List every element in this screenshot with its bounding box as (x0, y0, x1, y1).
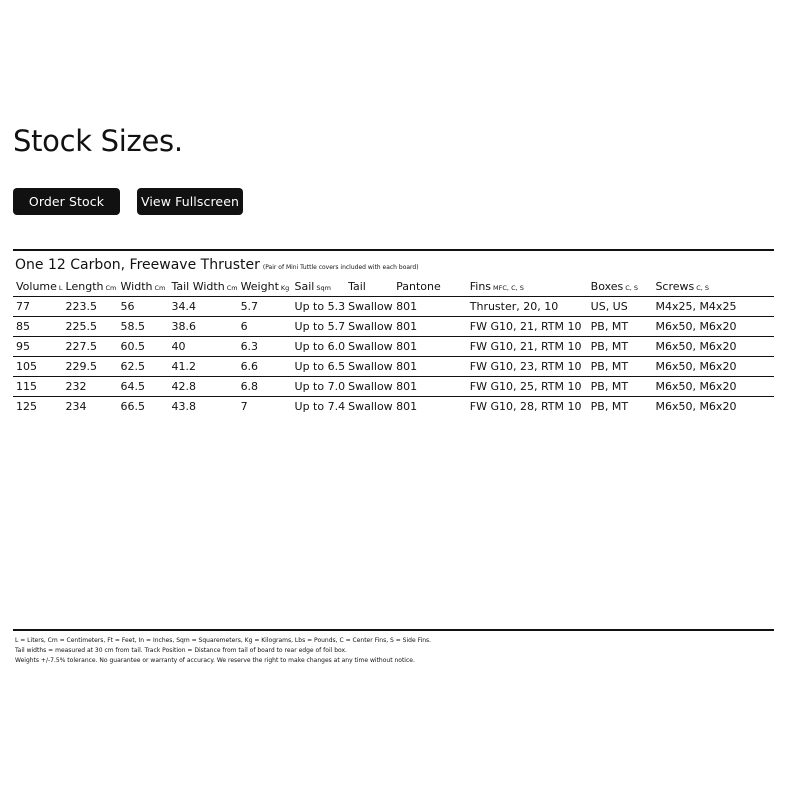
page-title: Stock Sizes. (13, 124, 183, 158)
table-top-rule (13, 249, 774, 251)
cell-width: 60.5 (120, 340, 146, 353)
cell-fins: FW G10, 23, RTM 10 (469, 360, 582, 373)
col-header-screws: Screws C, S (652, 277, 774, 297)
cell-pantone: 801 (396, 360, 418, 373)
table-title-text: One 12 Carbon, Freewave Thruster (15, 257, 260, 273)
cell-screws: M4x25, M4x25 (655, 300, 737, 313)
cell-pantone: 801 (396, 400, 418, 413)
cell-tail-width: 38.6 (171, 320, 196, 333)
cell-boxes: PB, MT (590, 320, 629, 333)
cell-width: 56 (120, 300, 135, 313)
cell-weight: 6.8 (240, 380, 259, 393)
cell-fins: FW G10, 25, RTM 10 (469, 380, 582, 393)
cell-volume: 105 (16, 360, 37, 373)
table-row (13, 297, 774, 317)
table-row (13, 337, 774, 357)
col-header-tail: Tail (345, 277, 393, 297)
cell-screws: M6x50, M6x20 (655, 320, 737, 333)
cell-tail: Swallow (348, 300, 393, 313)
col-header-volume: Volume L (13, 277, 63, 297)
cell-boxes: PB, MT (590, 340, 629, 353)
col-header-fins: Fins MFC, C, S (467, 277, 588, 297)
cell-width: 62.5 (120, 360, 146, 373)
cell-length: 234 (65, 400, 87, 413)
table-row (13, 357, 774, 377)
cell-volume: 77 (16, 300, 30, 313)
cell-width: 58.5 (120, 320, 146, 333)
cell-weight: 6.3 (240, 340, 259, 353)
col-header-sail: Sail Sqm (292, 277, 346, 297)
view-fullscreen-button[interactable]: View Fullscreen (137, 188, 243, 215)
cell-sail: Up to 5.3 (294, 300, 346, 313)
cell-pantone: 801 (396, 300, 418, 313)
cell-weight: 6 (240, 320, 248, 333)
cell-tail-width: 40 (171, 340, 186, 353)
cell-screws: M6x50, M6x20 (655, 360, 737, 373)
col-header-width: Width Cm (118, 277, 169, 297)
col-header-weight: Weight Kg (238, 277, 292, 297)
col-header-tail-width: Tail Width Cm (168, 277, 237, 297)
cell-boxes: PB, MT (590, 400, 629, 413)
cell-sail: Up to 5.7 (294, 320, 346, 333)
cell-screws: M6x50, M6x20 (655, 400, 737, 413)
cell-volume: 95 (16, 340, 30, 353)
cell-sail: Up to 7.4 (294, 400, 346, 413)
cell-tail: Swallow (348, 360, 393, 373)
stock-sizes-table (13, 277, 774, 416)
cell-length: 232 (65, 380, 87, 393)
cell-tail: Swallow (348, 380, 393, 393)
cell-volume: 85 (16, 320, 30, 333)
col-header-pantone: Pantone (393, 277, 467, 297)
cell-tail: Swallow (348, 340, 393, 353)
footnote-disclaimer: Weights +/-7.5% tolerance. No guarantee or warranty of accuracy. We reserve the right to make changes at any time without notice. (15, 657, 415, 664)
cell-boxes: PB, MT (590, 360, 629, 373)
col-header-boxes: Boxes C, S (588, 277, 653, 297)
footnotes (15, 636, 431, 666)
cell-tail-width: 43.8 (171, 400, 196, 413)
cell-length: 229.5 (65, 360, 98, 373)
cell-length: 223.5 (65, 300, 98, 313)
cell-pantone: 801 (396, 340, 418, 353)
footnote-measurements: Tail widths = measured at 30 cm from tail. Track Position = Distance from tail of board to rear edge of foil box. (15, 647, 347, 654)
cell-tail: Swallow (348, 320, 393, 333)
cell-volume: 125 (16, 400, 37, 413)
table-row (13, 377, 774, 397)
cell-tail-width: 42.8 (171, 380, 196, 393)
table-title-note: (Pair of Mini Tuttle covers included with each board) (262, 264, 419, 271)
cell-boxes: US, US (590, 300, 628, 313)
col-header-length: Length Cm (63, 277, 118, 297)
cell-sail: Up to 6.0 (294, 340, 346, 353)
cell-tail-width: 41.2 (171, 360, 196, 373)
cell-fins: FW G10, 28, RTM 10 (469, 400, 582, 413)
table-row (13, 397, 774, 417)
cell-width: 64.5 (120, 380, 146, 393)
cell-volume: 115 (16, 380, 37, 393)
table-title (15, 257, 419, 273)
cell-fins: FW G10, 21, RTM 10 (469, 340, 582, 353)
cell-sail: Up to 6.5 (294, 360, 346, 373)
cell-weight: 5.7 (240, 300, 259, 313)
cell-fins: Thruster, 20, 10 (469, 300, 559, 313)
cell-screws: M6x50, M6x20 (655, 340, 737, 353)
cell-screws: M6x50, M6x20 (655, 380, 737, 393)
order-stock-button[interactable]: Order Stock (13, 188, 120, 215)
cell-pantone: 801 (396, 320, 418, 333)
footer-rule (13, 629, 774, 631)
table-header-row (13, 277, 774, 297)
cell-weight: 6.6 (240, 360, 259, 373)
cell-tail-width: 34.4 (171, 300, 196, 313)
cell-sail: Up to 7.0 (294, 380, 346, 393)
cell-length: 225.5 (65, 320, 98, 333)
table-row (13, 317, 774, 337)
cell-length: 227.5 (65, 340, 98, 353)
cell-boxes: PB, MT (590, 380, 629, 393)
cell-tail: Swallow (348, 400, 393, 413)
cell-weight: 7 (240, 400, 248, 413)
cell-pantone: 801 (396, 380, 418, 393)
footnote-units: L = Liters, Cm = Centimeters, Ft = Feet, In = Inches, Sqm = Squaremeters, Kg = Kilograms, Lbs = Pounds, C = Center Fins, S = Side Fins. (15, 637, 432, 644)
cell-width: 66.5 (120, 400, 146, 413)
cell-fins: FW G10, 21, RTM 10 (469, 320, 582, 333)
